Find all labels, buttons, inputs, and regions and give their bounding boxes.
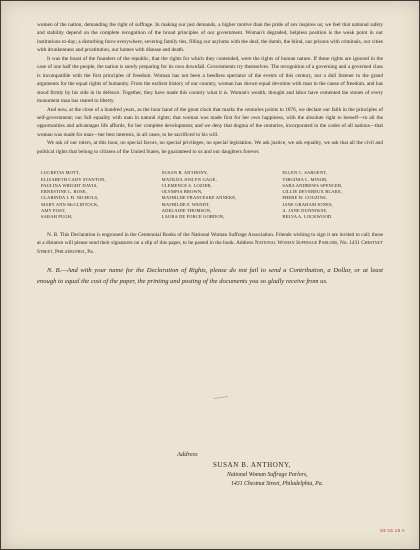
signatories-list [37,170,383,220]
signatory: A. JANE DUNNIWAY, [282,208,328,214]
signatory: ELIZABETH CADY STANTON, [41,176,106,182]
signatory: LAURA DE FORCE GORDON, [161,214,225,220]
document-body [37,21,383,287]
paragraph-opening: women of the nation, demanding the right of suffrage. In making our just demands, a higher motive than the pride of sex inspires us; we feel that national safety and stability depend on the complete recognition of the broad principles of our government. Woman's degraded, helpless position is the weak point in our institutions to-day; a disturbing force everywhere, severing family ties, filling our asylums with the deaf, the dumb, the blind, our prisons with criminals, our cities with drunkenness and prostitution, our homes with disease and death. [37,22,383,54]
signatories-column-3 [262,170,383,220]
nb-note [37,231,383,256]
signatory: OLYMPIA BROWN, [161,189,203,195]
address-block [177,451,323,487]
signatory: PHEBE W. COUZINS, [282,195,327,201]
nb-note-street: Chestnut Street, Philadelphia, [37,240,383,255]
address-label: Address [177,451,198,458]
signatory: ELLEN C. SARGENT, [282,170,328,176]
signatory: MATILDA JOSLYN GAGE, [161,176,217,182]
signatory: LUCRETIA MOTT, [41,170,80,176]
contribution-appeal: N. B.—And with your name for the Declaration of Rights, please do not fail to send a Contribution, a Dollar, or at least enough to equal the cost of the paper, the printing and posting of the documents you so gladly receive from us. [37,266,383,285]
signatory: CLARINDA I. H. NICHOLS, [41,195,99,201]
pencil-mark [214,394,228,399]
signatory: SUSAN B. ANTHONY, [161,170,208,176]
signatory: MATHILDE FRANCESKE ANNEKE, [161,195,237,201]
signatory: ERNESTINE L. ROSE, [41,189,87,195]
signatories-column-1 [37,170,142,220]
signatory: PAULINA WRIGHT DAVIS, [41,182,98,188]
catalog-number: 83-15 18 A [380,528,405,533]
signatory: BELVA A. LOCKWOOD. [282,214,333,220]
address-line-2: 1431 Chestnut Street, Philadelphia, Pa. [231,481,324,487]
nb-note-text: N. B. This Declaration is engrossed in the Centennial Books of the National Woman Suffrage Association. Friends wishing to sign it are invited to call; those at a distance will please send their signatures on a slip of this paper, to be pasted in the book. Address [37,231,383,247]
signatory: SARAH PUGH, [41,214,73,220]
signatory: AMY POST, [41,208,66,214]
nb-note-number: No. 1431 [338,240,362,247]
signatory: CLEMENCE S. LOZIER, [161,182,212,188]
signatory: MARY ANN McCLINTOCK, [41,201,99,207]
signatory: MATHILDE F. WENDT, [161,201,210,207]
nb-note-org: National Woman Suffrage Parlors, [254,240,339,247]
signatory: VIRGINIA L. MINOR, [282,176,328,182]
signatory: SARA ANDREWS SPENCER, [282,182,343,188]
address-name: SUSAN B. ANTHONY, [213,461,292,469]
signatories-column-2 [142,170,263,220]
signatory: LILLIE DEVEREUX BLAKE, [282,189,343,195]
signatory: JANE GRAHAM JONES, [282,201,333,207]
signatory: ADELAIDE THOMSON, [161,208,212,214]
paragraph-centennial: And now, at the close of a hundred years, as the hour hand of the great clock that marks the centuries points to 1876, we declare our faith in the principles of self-government; our full equality with man in natural rights; that woman was made first for her own happiness, with the absolute right to herself—to all the opportunities and advantages life affords, for her complete development; and we deny that dogma of the centuries, incorporated in the codes of all nations—that woman was made for man—her best interests, in all cases, to be sacrificed to his will. [37,106,383,138]
paragraph-demands: We ask of our rulers, at this hour, no special favors, no special privileges, no special legislation. We ask justice, we ask equality, we ask that all the civil and political rights that belong to citizens of the United States, be guaranteed to us and our daughters forever. [37,140,383,155]
document-page [1,1,419,549]
paragraph-founders: It was the boast of the founders of the republic, that the rights for which they contended, were the rights of human nature. If these rights are ignored in the case of one half the people, the nation is surely preparing for its own downfall. Governments try themselves. The recognition of a governing and a governed class is incompatible with the first principles of freedom. Woman has not been a heedless spectator of the events of this century, nor a dull listener to the grand arguments for the equal rights of humanity. From the earliest history of our country, woman has shown equal devotion with man to the cause of freedom, and has stood firmly by his side in its defence. Together, they have made this country what it is. Woman's wealth, thought and labor have cemented the stones of every monument man has reared to liberty. [37,55,383,105]
nb-note-state: Pa. [85,248,94,255]
address-line-1: National Woman Suffrage Parlors, [227,472,308,478]
